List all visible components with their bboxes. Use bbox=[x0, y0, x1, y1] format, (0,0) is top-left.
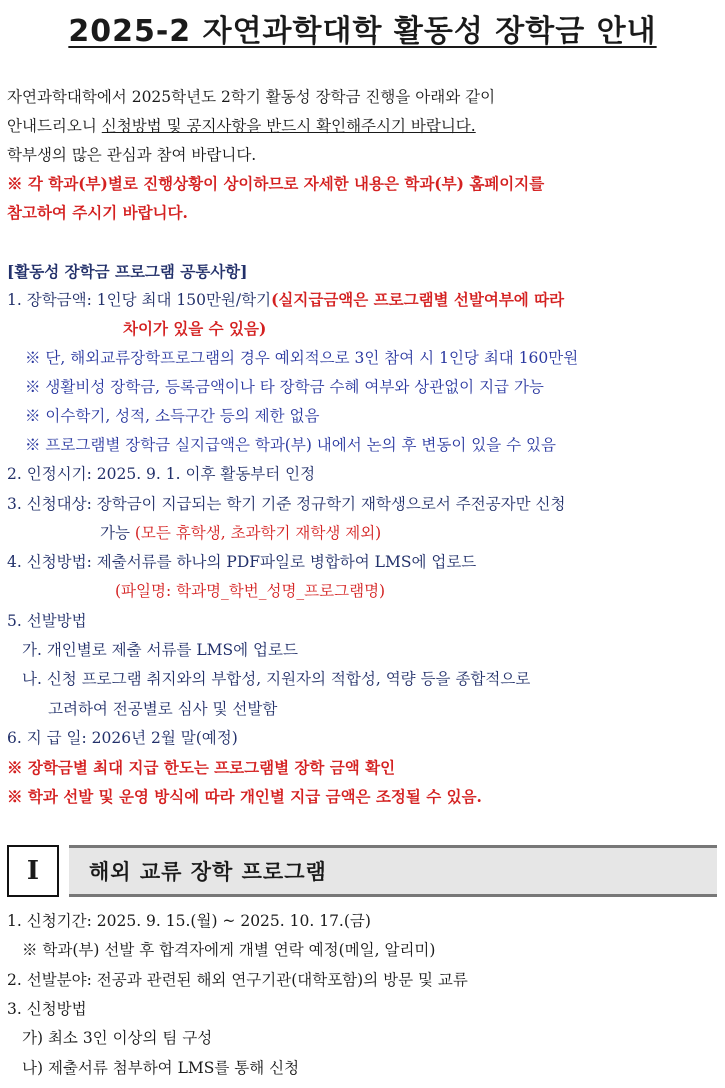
section1-item-2: 2. 선발분야: 전공과 관련된 해외 연구기관(대학포함)의 방문 및 교류 bbox=[7, 971, 468, 989]
common-sub-1: ※ 단, 해외교류장학프로그램의 경우 예외적으로 3인 참여 시 1인당 최대 160만원 bbox=[25, 349, 579, 367]
section1-item-3: 3. 신청방법 bbox=[7, 1000, 87, 1018]
common-heading: [활동성 장학금 프로그램 공통사항] bbox=[7, 262, 248, 281]
intro-underlined-text: 신청방법 및 공지사항을 반드시 확인해주시기 바랍니다. bbox=[101, 117, 476, 135]
intro-notice-2: 참고하여 주시기 바랍니다. bbox=[7, 203, 188, 222]
section-numeral: I bbox=[7, 845, 59, 897]
common-item-1: 1. 장학금액: 1인당 최대 150만원/학기(실지급금액은 프로그램별 선발여부에 따라 bbox=[7, 290, 565, 309]
section1-item-1-sub: ※ 학과(부) 선발 후 합격자에게 개별 연락 예정(메일, 알리미) bbox=[22, 941, 436, 959]
common-item-3-continued: 가능 (모든 휴학생, 초과학기 재학생 제외) bbox=[100, 524, 382, 542]
common-sub-3: ※ 이수학기, 성적, 소득구간 등의 제한 없음 bbox=[25, 407, 320, 425]
section-title: 해외 교류 장학 프로그램 bbox=[69, 845, 717, 897]
common-item-2: 2. 인정시기: 2025. 9. 1. 이후 활동부터 인정 bbox=[7, 465, 316, 483]
section1-item-1: 1. 신청기간: 2025. 9. 15.(월) ~ 2025. 10. 17.(금) bbox=[7, 912, 371, 930]
common-notice-a: ※ 장학금별 최대 지급 한도는 프로그램별 장학 금액 확인 bbox=[7, 758, 396, 777]
section1-item-3-a: 가) 최소 3인 이상의 팀 구성 bbox=[22, 1029, 213, 1047]
intro-line-1: 자연과학대학에서 2025학년도 2학기 활동성 장학금 진행을 아래와 같이 bbox=[7, 88, 496, 106]
common-item-4-filename: (파일명: 학과명_학번_성명_프로그램명) bbox=[115, 582, 386, 600]
common-item-1-continued: 차이가 있을 수 있음) bbox=[123, 319, 267, 338]
common-notice-b: ※ 학과 선발 및 운영 방식에 따라 개인별 지급 금액은 조정될 수 있음. bbox=[7, 787, 482, 806]
common-sub-2: ※ 생활비성 장학금, 등록금액이나 타 장학금 수혜 여부와 상관없이 지급 가능 bbox=[25, 378, 544, 396]
common-item-3: 3. 신청대상: 장학금이 지급되는 학기 기준 정규학기 재학생으로서 주전공자만 신청 bbox=[7, 495, 566, 513]
common-item-6: 6. 지 급 일: 2026년 2월 말(예정) bbox=[7, 729, 238, 747]
common-sub-4: ※ 프로그램별 장학금 실지급액은 학과(부) 내에서 논의 후 변동이 있을 수 있음 bbox=[25, 436, 556, 454]
intro-line-2: 안내드리오니 신청방법 및 공지사항을 반드시 확인해주시기 바랍니다. bbox=[7, 117, 476, 135]
common-item-4: 4. 신청방법: 제출서류를 하나의 PDF파일로 병합하여 LMS에 업로드 bbox=[7, 553, 477, 571]
section1-item-3-b: 나) 제출서류 첨부하여 LMS를 통해 신청 bbox=[22, 1059, 300, 1077]
common-item-5-a: 가. 개인별로 제출 서류를 LMS에 업로드 bbox=[22, 641, 298, 659]
common-item-5-b-continued: 고려하여 전공별로 심사 및 선발함 bbox=[48, 700, 278, 718]
intro-notice-1: ※ 각 학과(부)별로 진행상황이 상이하므로 자세한 내용은 학과(부) 홈페이지를 bbox=[7, 174, 545, 193]
intro-line-3: 학부생의 많은 관심과 참여 바랍니다. bbox=[7, 146, 257, 164]
common-item-5-b: 나. 신청 프로그램 취지와의 부합성, 지원자의 적합성, 역량 등을 종합적으로 bbox=[22, 670, 531, 688]
section-header bbox=[7, 845, 717, 901]
common-item-5: 5. 선발방법 bbox=[7, 612, 87, 630]
page-title: 2025-2 자연과학대학 활동성 장학금 안내 bbox=[68, 14, 657, 49]
